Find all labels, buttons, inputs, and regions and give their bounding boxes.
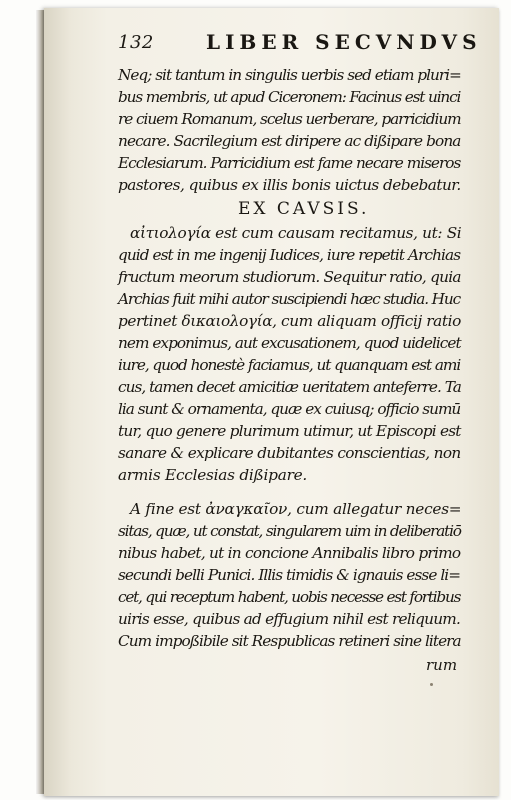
text-line: pertinet δικαιολογία, cum aliquam officij ratio (118, 312, 461, 330)
catchword: rum (426, 656, 458, 674)
text-line: Archias fuit mihi autor suscipiendi hæc studia. Huc (118, 290, 461, 308)
text-line: fructum meorum studiorum. Sequitur ratio, quia (118, 268, 461, 286)
text-line: nibus habet, ut in concione Annibalis libro primo (118, 544, 461, 562)
text-line: tur, quo genere plurimum utimur, ut Episcopi est (118, 422, 461, 440)
text-line: αἰτιολογία est cum causam recitamus, ut: Si (130, 224, 462, 242)
text-line: iure, quod honestè faciamus, ut quanquam est ami (118, 356, 461, 374)
text-line: cus, tamen decet amicitiæ ueritatem anteferre. Ta (118, 378, 461, 396)
paper-speck (430, 683, 433, 686)
text-line: uiris esse, quibus ad effugium nihil est reliquum. (118, 610, 461, 628)
text-line: armis Ecclesias dißipare. (118, 466, 308, 484)
text-line: pastores, quibus ex illis bonis uictus debebatur. (118, 176, 461, 194)
page-number: 132 (118, 32, 154, 53)
section-heading: EX CAVSIS. (238, 199, 370, 219)
text-line: Cum impoßibile sit Respublicas retineri sine litera (118, 632, 461, 650)
text-line: re ciuem Romanum, scelus uerberare, parricidium (118, 110, 461, 128)
text-line: lia sunt & ornamenta, quæ ex cuiusq; officio sumū (118, 400, 461, 418)
text-line: quid est in me ingenij Iudices, iure repetit Archias (118, 246, 461, 264)
text-line: bus membris, ut apud Ciceronem: Facinus est uinci (118, 88, 461, 106)
text-line: sitas, quæ, ut constat, singularem uim in deliberatiō (118, 522, 461, 540)
running-head (118, 30, 482, 58)
text-line: cet, qui receptum habent, uobis necesse est fortibus (118, 588, 461, 606)
running-head-title: LIBER SECVNDVS (206, 30, 482, 54)
text-line: secundi belli Punici. Illis timidis & ignauis esse li= (118, 566, 461, 584)
text-line: Ecclesiarum. Parricidium est fame necare miseros (118, 154, 461, 172)
text-line: Neq; sit tantum in singulis uerbis sed etiam pluri= (118, 66, 461, 84)
text-line: A fine est ἀναγκαῖον, cum allegatur neces= (130, 500, 462, 518)
text-line: sanare & explicare dubitantes conscientias, non (118, 444, 461, 462)
text-line: necare. Sacrilegium est diripere ac dißipare bona (118, 132, 461, 150)
text-line: nem exponimus, aut excusationem, quod uidelicet (118, 334, 461, 352)
